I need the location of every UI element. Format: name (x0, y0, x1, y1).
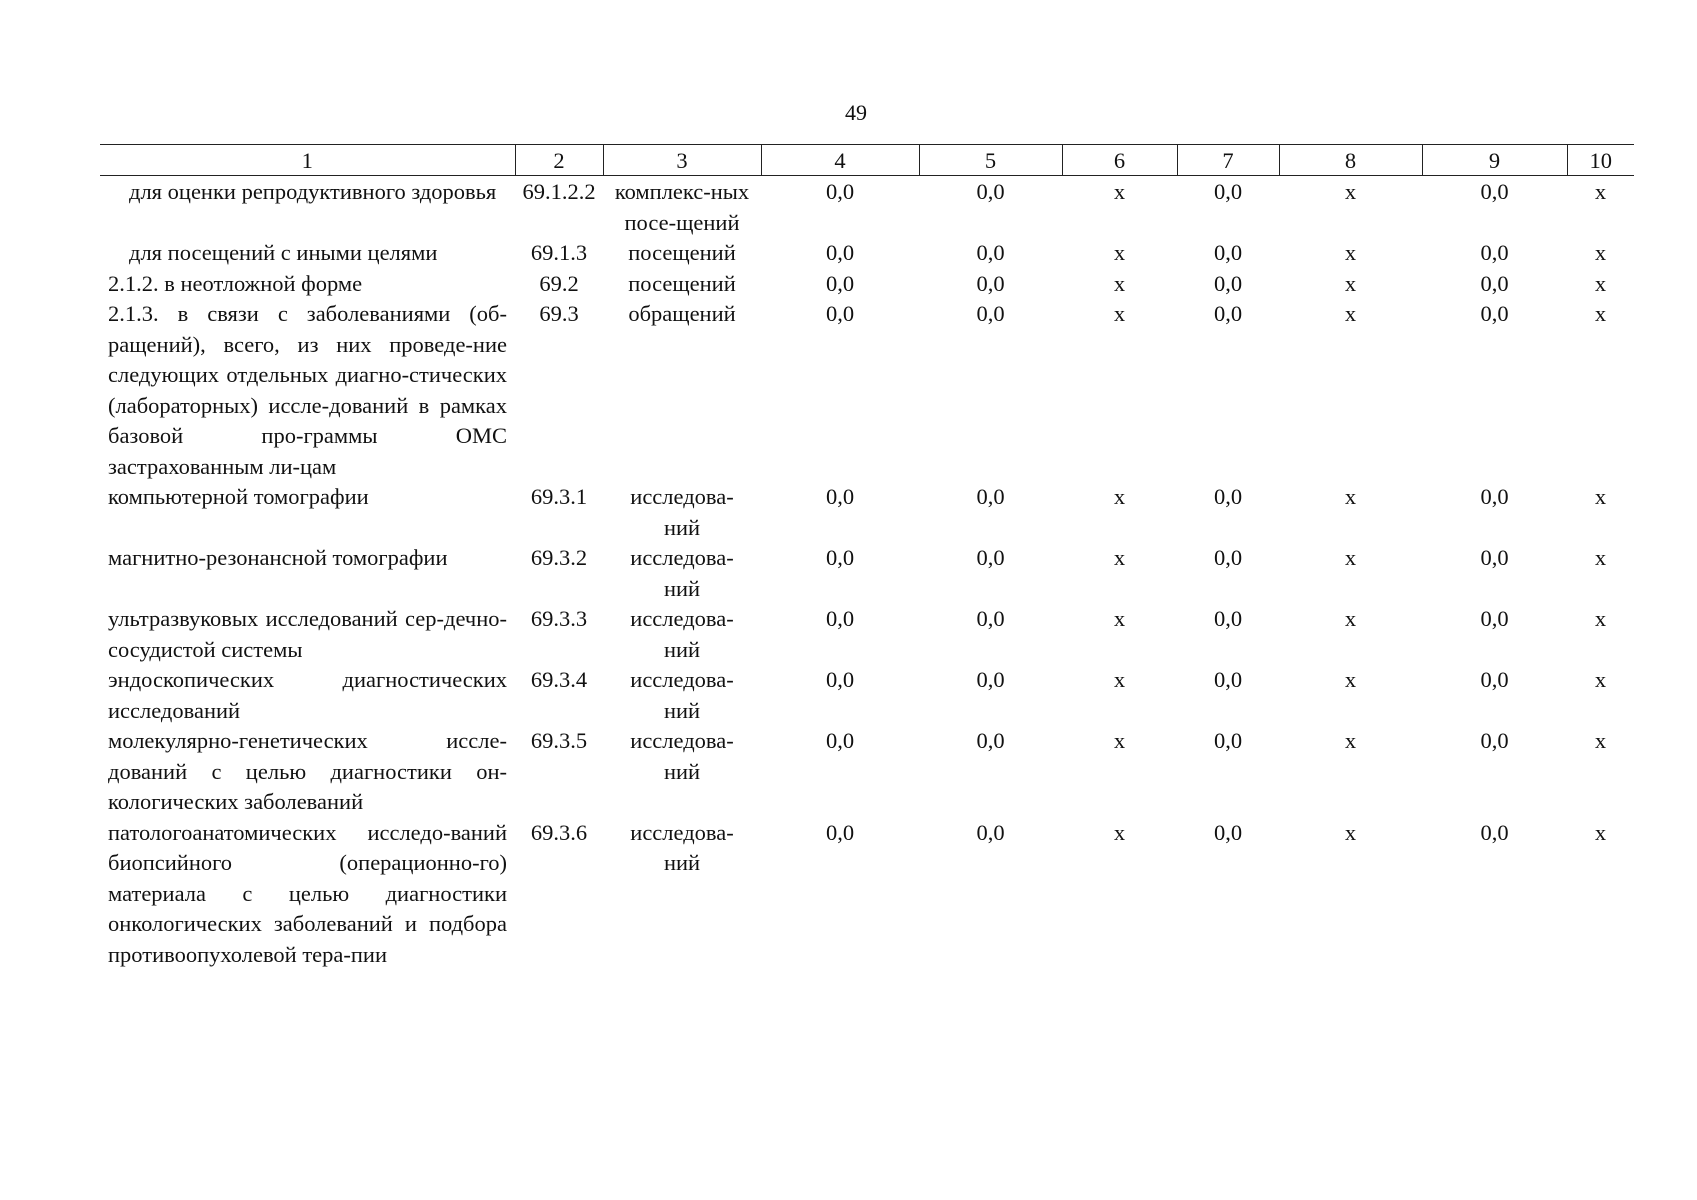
row-value-col-9: 0,0 (1480, 270, 1509, 296)
row-value-col-5: 0,0 (976, 667, 1005, 692)
row-value-col-9: 0,0 (1480, 301, 1509, 326)
column-number-header-row (100, 145, 1634, 176)
table-row (100, 543, 1634, 604)
table-row (100, 269, 1634, 300)
row-value-col-6: x (1113, 667, 1126, 692)
row-value-col-7: 0,0 (1213, 484, 1243, 509)
row-value-col-9: 0,0 (1480, 667, 1509, 692)
row-value-col-4: 0,0 (825, 606, 855, 631)
row-value-col-6: x (1113, 270, 1126, 296)
row-value-col-6: x (1113, 240, 1126, 265)
row-value-col-7: 0,0 (1213, 667, 1243, 692)
row-code: 69.3.1 (530, 484, 588, 509)
row-code: 69.3.3 (530, 606, 588, 631)
row-unit: исследова-ний (630, 728, 734, 784)
row-value-col-9: 0,0 (1480, 606, 1509, 631)
row-value-col-6: x (1113, 179, 1126, 204)
table-row (100, 299, 1634, 482)
row-value-col-10: x (1594, 667, 1607, 692)
row-unit: исследова-ний (630, 819, 734, 875)
row-value-col-8: x (1344, 179, 1357, 204)
row-indicator-name: молекулярно-генетических иссле-дований с целью диагностики он-кологических заболеваний (108, 728, 507, 814)
table-row (100, 238, 1634, 269)
table-body (100, 176, 1634, 971)
row-value-col-4: 0,0 (825, 667, 855, 692)
row-value-col-6: x (1113, 728, 1126, 753)
row-value-col-10: x (1594, 606, 1607, 631)
row-value-col-5: 0,0 (976, 179, 1005, 204)
row-value-col-9: 0,0 (1480, 179, 1509, 204)
table-row (100, 665, 1634, 726)
row-code: 69.3.2 (530, 545, 588, 570)
row-value-col-8: x (1344, 819, 1357, 845)
row-unit: исследова-ний (630, 606, 734, 662)
row-value-col-4: 0,0 (825, 179, 855, 204)
column-header-9: 9 (1422, 145, 1567, 176)
table-row (100, 726, 1634, 818)
row-value-col-5: 0,0 (976, 301, 1005, 326)
row-value-col-6: x (1113, 484, 1126, 509)
row-value-col-9: 0,0 (1480, 240, 1509, 265)
row-value-col-7: 0,0 (1213, 728, 1243, 753)
column-header-4: 4 (761, 145, 919, 176)
row-value-col-8: x (1344, 484, 1357, 509)
row-value-col-8: x (1344, 270, 1357, 296)
table-row (100, 176, 1634, 239)
row-value-col-10: x (1594, 819, 1607, 845)
row-value-col-4: 0,0 (825, 545, 855, 570)
row-indicator-name: ультразвуковых исследований сер-дечно-сосудистой системы (108, 606, 507, 662)
row-unit: комплекс-ных посе-щений (614, 179, 750, 235)
row-value-col-7: 0,0 (1213, 545, 1243, 570)
row-value-col-6: x (1113, 606, 1126, 631)
row-value-col-6: x (1113, 301, 1126, 326)
row-code: 69.3.5 (530, 728, 588, 753)
row-value-col-8: x (1344, 667, 1357, 692)
column-header-5: 5 (919, 145, 1062, 176)
row-value-col-4: 0,0 (825, 728, 855, 753)
row-unit: посещений (628, 270, 736, 296)
row-value-col-7: 0,0 (1213, 606, 1243, 631)
row-unit: посещений (628, 240, 736, 265)
row-value-col-5: 0,0 (976, 240, 1005, 265)
row-value-col-10: x (1594, 484, 1607, 509)
column-header-1: 1 (100, 145, 515, 176)
row-value-col-8: x (1344, 606, 1357, 631)
row-code: 69.3.4 (530, 667, 588, 692)
row-value-col-7: 0,0 (1213, 270, 1243, 296)
row-code: 69.1.2.2 (522, 179, 596, 204)
row-value-col-4: 0,0 (825, 819, 855, 845)
row-value-col-7: 0,0 (1213, 240, 1243, 265)
table-row (100, 818, 1634, 971)
row-value-col-10: x (1594, 179, 1607, 204)
row-value-col-6: x (1113, 545, 1126, 570)
row-code: 69.3 (539, 301, 579, 326)
row-indicator-name: 2.1.3. в связи с заболеваниями (об-ращений), всего, из них проведе-ние следующих отдельных диагно-стических (лабораторных) иссле-дований в рамках базовой про-граммы ОМС застрахованным ли-цам (108, 301, 507, 479)
row-value-col-5: 0,0 (976, 606, 1005, 631)
row-code: 69.1.3 (530, 240, 588, 265)
row-value-col-10: x (1594, 301, 1607, 326)
row-value-col-9: 0,0 (1480, 728, 1509, 753)
column-header-2: 2 (515, 145, 603, 176)
row-value-col-4: 0,0 (825, 484, 855, 509)
row-code: 69.3.6 (530, 819, 588, 845)
row-value-col-9: 0,0 (1480, 545, 1509, 570)
row-value-col-8: x (1344, 728, 1357, 753)
column-header-7: 7 (1177, 145, 1279, 176)
row-value-col-5: 0,0 (976, 728, 1005, 753)
row-value-col-5: 0,0 (976, 270, 1005, 296)
row-unit: исследова-ний (630, 545, 734, 601)
column-header-8: 8 (1279, 145, 1422, 176)
row-value-col-4: 0,0 (825, 240, 855, 265)
row-value-col-7: 0,0 (1213, 301, 1243, 326)
row-indicator-name: для посещений с иными целями (129, 240, 438, 265)
statistics-table (100, 144, 1634, 970)
row-unit: исследова-ний (630, 667, 734, 723)
row-value-col-5: 0,0 (976, 484, 1005, 509)
row-code: 69.2 (539, 270, 579, 296)
row-value-col-10: x (1594, 270, 1607, 296)
row-value-col-6: x (1113, 819, 1126, 845)
row-indicator-name: для оценки репродуктивного здоровья (129, 179, 497, 204)
table-row (100, 482, 1634, 543)
row-unit: исследова-ний (630, 484, 734, 540)
row-value-col-5: 0,0 (976, 545, 1005, 570)
row-value-col-9: 0,0 (1480, 484, 1509, 509)
page-number: 49 (845, 100, 867, 125)
row-value-col-4: 0,0 (825, 301, 855, 326)
row-value-col-9: 0,0 (1480, 819, 1509, 845)
row-unit: обращений (628, 301, 736, 326)
row-value-col-7: 0,0 (1213, 819, 1243, 845)
column-header-3: 3 (603, 145, 761, 176)
column-header-10: 10 (1567, 145, 1634, 176)
row-value-col-8: x (1344, 301, 1357, 326)
row-indicator-name: компьютерной томографии (108, 484, 369, 509)
row-indicator-name: патологоанатомических исследо-ваний биопсийного (операционно-го) материала с целью диагностики онкологических заболеваний и подбора противоопухолевой тера-пии (108, 819, 507, 967)
row-value-col-4: 0,0 (825, 270, 855, 296)
row-value-col-8: x (1344, 545, 1357, 570)
row-indicator-name: 2.1.2. в неотложной форме (108, 270, 363, 296)
row-value-col-10: x (1594, 240, 1607, 265)
row-value-col-7: 0,0 (1213, 179, 1243, 204)
row-value-col-10: x (1594, 728, 1607, 753)
row-indicator-name: эндоскопических диагностических исследований (108, 667, 507, 723)
row-value-col-8: x (1344, 240, 1357, 265)
row-value-col-10: x (1594, 545, 1607, 570)
row-indicator-name: магнитно-резонансной томографии (108, 545, 448, 570)
column-header-6: 6 (1062, 145, 1177, 176)
table-row (100, 604, 1634, 665)
row-value-col-5: 0,0 (976, 819, 1005, 845)
